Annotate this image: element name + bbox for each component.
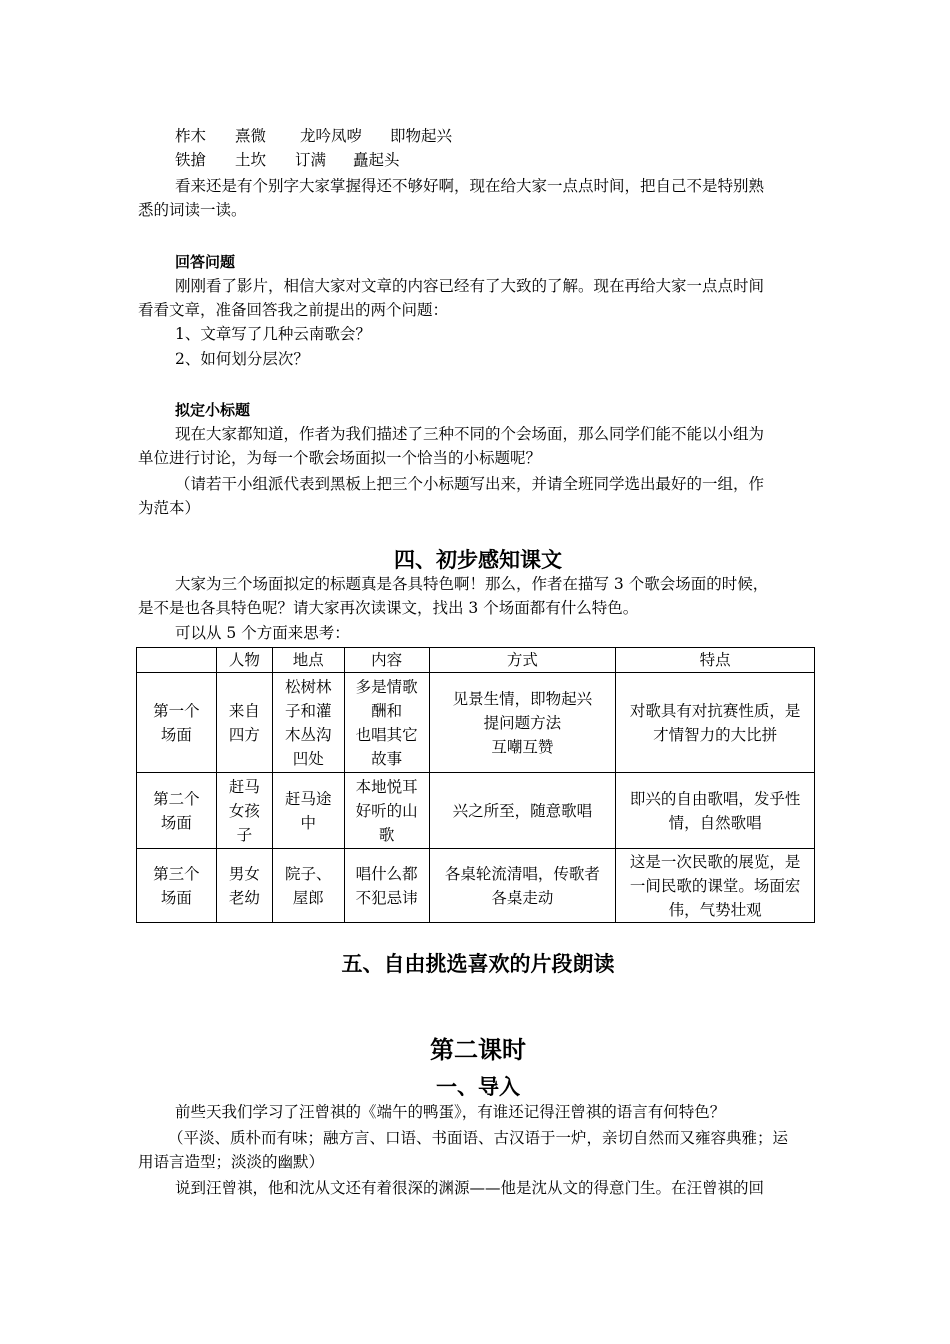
paragraph-line: 是不是也各具特色呢？请大家再次读课文，找出 3 个场面都有什么特色。 <box>138 599 639 617</box>
scenes-table <box>136 647 815 923</box>
section-5-title: 五、自由挑选喜欢的片段朗读 <box>341 952 615 976</box>
vocab-word: 即物起兴 <box>390 127 453 145</box>
table-cell: 对歌具有对抗赛性质，是 才情智力的大比拼 <box>616 673 815 773</box>
paragraph-line: 单位进行讨论，为每一个歌会场面拟一个恰当的小标题呢？ <box>138 449 542 467</box>
paragraph-line: （平淡、质朴而有味；融方言、口语、书面语、古汉语于一炉，亲切自然而又雍容典雅；运 <box>168 1129 789 1147</box>
table-cell: 第一个 场面 <box>137 673 217 773</box>
table-cell: 第二个 场面 <box>137 773 217 849</box>
table-cell: 赶马 女孩 子 <box>216 773 272 849</box>
vocab-row-1 <box>138 124 855 148</box>
paragraph-line: 为范本） <box>138 499 201 517</box>
section-4-title: 四、初步感知课文 <box>394 548 562 572</box>
vocab-word: 土坎 <box>235 151 267 169</box>
table-header-cell: 方式 <box>429 648 616 673</box>
table-cell: 男女 老幼 <box>216 849 272 923</box>
table-cell: 见景生情，即物起兴 提问题方法 互嘲互赞 <box>429 673 616 773</box>
paragraph-line: 用语言造型；淡淡的幽默） <box>138 1153 325 1171</box>
paragraph-line: 悉的词读一读。 <box>138 201 247 219</box>
question-2: 2、如何划分层次？ <box>175 350 309 368</box>
table-row <box>137 773 815 849</box>
table-cell: 多是情歌 酬和 也唱其它 故事 <box>344 673 429 773</box>
table-cell: 赶马途 中 <box>272 773 344 849</box>
table-header-cell: 内容 <box>344 648 429 673</box>
table-header-cell: 人物 <box>216 648 272 673</box>
table-header-cell <box>137 648 217 673</box>
table-header-cell: 地点 <box>272 648 344 673</box>
paragraph-line: 看来还是有个别字大家掌握得还不够好啊，现在给大家一点点时间，把自己不是特别熟 <box>175 177 765 195</box>
vocab-word: 柞木 <box>175 127 207 145</box>
table-cell: 院子、 屋郎 <box>272 849 344 923</box>
table-row <box>137 849 815 923</box>
paragraph-line: 刚刚看了影片，相信大家对文章的内容已经有了大致的了解。现在再给大家一点点时间 <box>175 277 765 295</box>
table-header-cell: 特点 <box>616 648 815 673</box>
heading-answer: 回答问题 <box>175 253 236 271</box>
paragraph-line: 看看文章，准备回答我之前提出的两个问题： <box>138 301 449 319</box>
table-cell: 本地悦耳 好听的山 歌 <box>344 773 429 849</box>
table-cell: 兴之所至，随意歌唱 <box>429 773 616 849</box>
paragraph-line: 大家为三个场面拟定的标题真是各具特色啊！那么，作者在描写 3 个歌会场面的时候， <box>175 575 769 593</box>
table-header-row <box>137 648 815 673</box>
vocab-word: 铁搶 <box>175 151 207 169</box>
table-cell: 来自 四方 <box>216 673 272 773</box>
table-cell: 松树林 子和灌 木丛沟 凹处 <box>272 673 344 773</box>
intro-title: 一、导入 <box>436 1075 520 1099</box>
vocab-word: 龙吟凤哕 <box>300 127 363 145</box>
table-row <box>137 673 815 773</box>
table-cell: 各桌轮流清唱，传歌者 各桌走动 <box>429 849 616 923</box>
paragraph-line: 前些天我们学习了汪曾祺的《端午的鸭蛋》，有谁还记得汪曾祺的语言有何特色？ <box>175 1103 726 1121</box>
vocab-word: 矗起头 <box>353 151 400 169</box>
table-cell: 即兴的自由歌唱，发乎性 情，自然歌唱 <box>616 773 815 849</box>
vocab-word: 熹微 <box>235 127 267 145</box>
paragraph-line: 现在大家都知道，作者为我们描述了三种不同的个会场面，那么同学们能不能以小组为 <box>175 425 765 443</box>
vocab-word: 订满 <box>295 151 327 169</box>
paragraph-line: 可以从 5 个方面来思考： <box>175 624 350 642</box>
heading-subtitle: 拟定小标题 <box>175 401 251 419</box>
vocab-row-2 <box>138 148 855 172</box>
table-cell: 第三个 场面 <box>137 849 217 923</box>
paragraph-line: （请若干小组派代表到黑板上把三个小标题写出来，并请全班同学选出最好的一组，作 <box>175 475 765 493</box>
table-cell: 唱什么都 不犯忌讳 <box>344 849 429 923</box>
table-cell: 这是一次民歌的展览，是 一间民歌的课堂。场面宏 伟，气势壮观 <box>616 849 815 923</box>
paragraph-line: 说到汪曾祺，他和沈从文还有着很深的渊源——他是沈从文的得意门生。在汪曾祺的回 <box>175 1179 765 1197</box>
question-1: 1、文章写了几种云南歌会？ <box>175 325 371 343</box>
lesson-2-title: 第二课时 <box>430 1036 526 1064</box>
